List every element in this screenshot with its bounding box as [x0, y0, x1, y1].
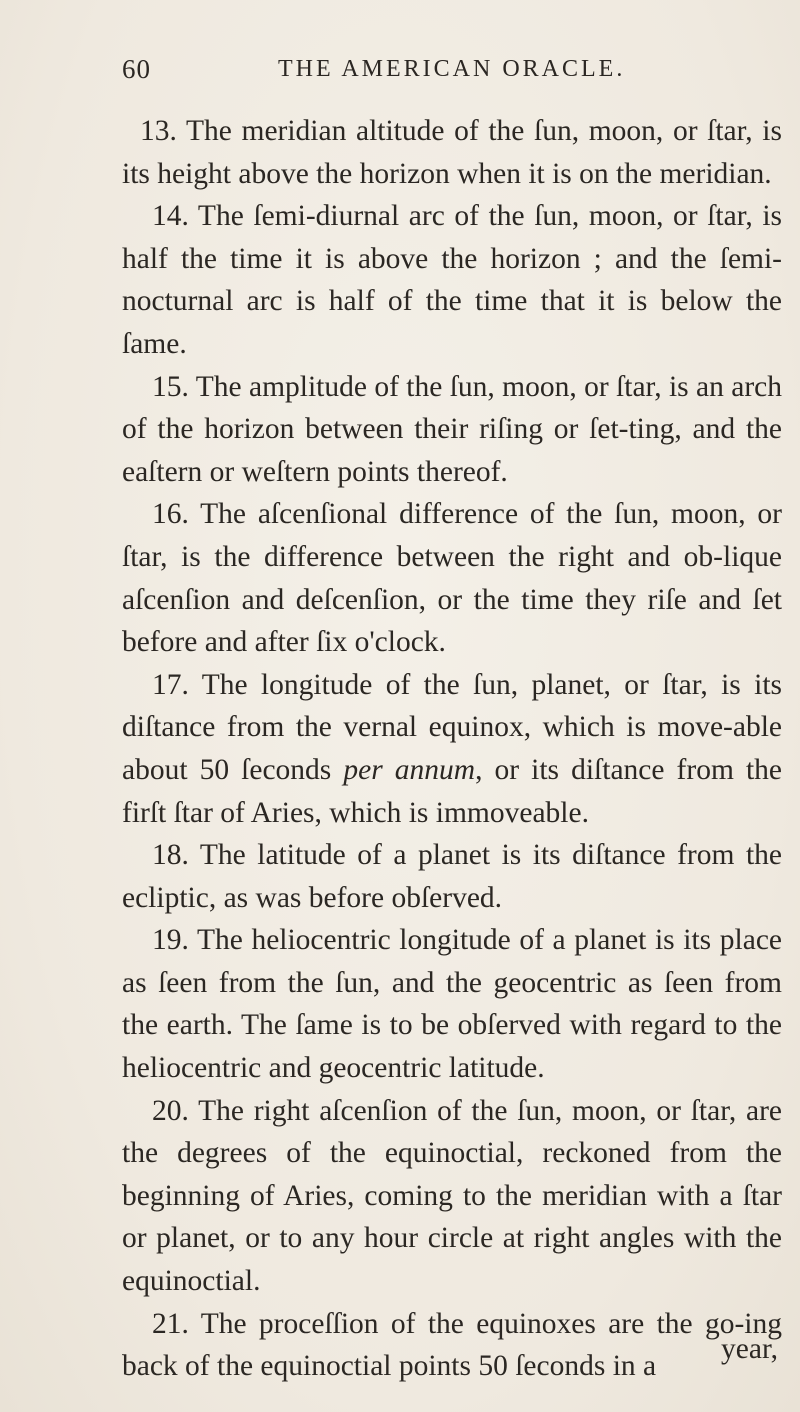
paragraph-16: 16. The aſcenſional difference of the ſun, moon, or ſtar, is the difference between the right and ob-lique aſcenſion and deſcenſion, or the time they riſe and ſet before and after ſix o'clock. — [122, 498, 782, 659]
italic-phrase: per annum — [343, 753, 476, 786]
catchword: year, — [721, 1333, 778, 1365]
paragraph-14: 14. The ſemi-diurnal arc of the ſun, moon, or ſtar, is half the time it is above the horizon ; and the ſemi-nocturnal arc is half of the time that it is below the ſame. — [122, 200, 782, 360]
page-body — [122, 110, 782, 1388]
paragraph-18: 18. The latitude of a planet is its diſtance from the ecliptic, as was before obſerved. — [122, 839, 782, 914]
page-number: 60 — [122, 54, 151, 84]
running-head: THE AMERICAN ORACLE. — [278, 56, 626, 82]
paragraph-13: 13. The meridian altitude of the ſun, moon, or ſtar, is its height above the horizon when it is on the meridian. — [122, 115, 782, 190]
paragraph-15: 15. The amplitude of the ſun, moon, or ſtar, is an arch of the horizon between their riſing or ſet-ting, and the eaſtern or weſtern points thereof. — [122, 370, 782, 488]
paragraph-17: 17. The longitude of the ſun, planet, or ſtar, is its diſtance from the vernal equinox, which is move-able about 50 ſeconds per annum, or its diſtance from the firſt ſtar of Aries, which is immoveable. — [122, 668, 782, 829]
paragraph-20: 20. The right aſcenſion of the ſun, moon, or ſtar, are the degrees of the equinoctial, reckoned from the beginning of Aries, coming to the meridian with a ſtar or planet, or to any hour circle at right angles with the equinoctial. — [122, 1094, 782, 1298]
paragraph-21: 21. The proceſſion of the equinoxes are the go-ing back of the equinoctial points 50 ſeconds in a — [122, 1307, 782, 1383]
paragraph-19: 19. The heliocentric longitude of a planet is its place as ſeen from the ſun, and the geocentric as ſeen from the earth. The ſame is to be obſerved with regard to the heliocentric and geocentric latitude. — [122, 924, 782, 1085]
page-header — [122, 54, 782, 94]
